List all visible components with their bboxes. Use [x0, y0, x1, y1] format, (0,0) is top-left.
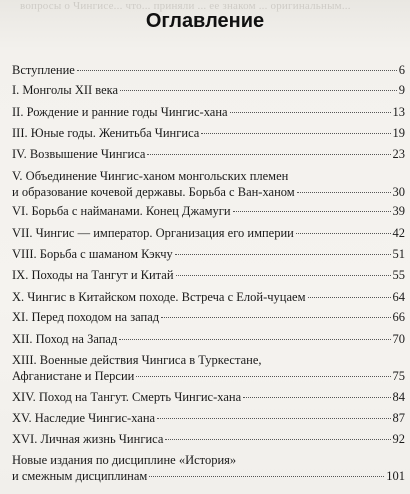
toc-entry[interactable]: [12, 452, 405, 484]
dot-leader: [147, 154, 390, 155]
toc-entry-label: VIII. Борьба с шаманом Кэкчу: [12, 247, 173, 261]
dot-leader: [161, 317, 390, 318]
toc-entry-label: XIV. Поход на Тангут. Смерть Чингис-хана: [12, 390, 242, 404]
dot-leader: [120, 90, 397, 91]
toc-entry-label: и образование кочевой державы. Борьба с Ван-ханом: [12, 185, 295, 199]
dot-leader: [297, 192, 391, 193]
toc-page-number: 87: [392, 411, 405, 425]
toc-entry[interactable]: [12, 246, 405, 262]
toc-entry[interactable]: [12, 289, 405, 305]
dot-leader: [230, 112, 391, 113]
toc-page-number: 42: [392, 226, 405, 240]
toc-entry[interactable]: [12, 225, 405, 241]
toc-entry-label: XII. Поход на Запад: [12, 332, 118, 346]
toc-entry-label: XVI. Личная жизнь Чингиса: [12, 432, 164, 446]
toc-entry-label: и смежным дисциплинам: [12, 469, 148, 483]
toc-entry-label: VI. Борьба с найманами. Конец Джамуги: [12, 204, 231, 218]
toc-entry[interactable]: [12, 352, 405, 384]
toc-entry-label: Афганистане и Персии: [12, 369, 135, 383]
toc-entry[interactable]: [12, 267, 405, 283]
toc-entry-label-line1: Новые издания по дисциплине «История»: [12, 453, 237, 467]
toc-entry[interactable]: [12, 331, 405, 347]
dot-leader: [201, 133, 390, 134]
toc-page-number: 19: [392, 126, 405, 140]
toc-entry-label: IX. Походы на Тангут и Китай: [12, 268, 174, 282]
dot-leader: [243, 397, 390, 398]
bleed-through-text: вопросы о Чингисе... что... приняли ... ее знаком ... оригинальным...: [20, 0, 351, 12]
toc-entry[interactable]: [12, 203, 405, 219]
toc-entry-label-line1: XIII. Военные действия Чингиса в Туркестане,: [12, 353, 262, 367]
toc-entry-label: III. Юные годы. Женитьба Чингиса: [12, 126, 200, 140]
dot-leader: [136, 376, 390, 377]
dot-leader: [175, 254, 391, 255]
toc-entry-label: IV. Возвышение Чингиса: [12, 147, 146, 161]
dot-leader: [176, 275, 391, 276]
dot-leader: [233, 211, 391, 212]
toc-page-number: 55: [392, 268, 405, 282]
toc-entry[interactable]: [12, 62, 405, 78]
toc-entry[interactable]: [12, 410, 405, 426]
toc-page-number: 9: [398, 83, 405, 97]
toc-page-number: 13: [392, 105, 405, 119]
toc-page-number: 70: [392, 332, 405, 346]
toc-page-number: 92: [392, 432, 405, 446]
dot-leader: [165, 439, 390, 440]
toc-page-number: 75: [392, 369, 405, 383]
toc-entry-label-line1: V. Объединение Чингис-ханом монгольских племен: [12, 169, 289, 183]
toc-page-number: 30: [392, 185, 405, 199]
dot-leader: [119, 339, 390, 340]
toc-page-number: 51: [392, 247, 405, 261]
toc-entry[interactable]: [12, 389, 405, 405]
toc-entry-label: Вступление: [12, 63, 75, 77]
toc-entry-label: XI. Перед походом на запад: [12, 310, 160, 324]
toc-entry-label: II. Рождение и ранние годы Чингис-хана: [12, 105, 228, 119]
toc-entry-label: VII. Чингис — император. Организация его империи: [12, 226, 294, 240]
toc-entry[interactable]: [12, 309, 405, 325]
toc-entry[interactable]: [12, 431, 405, 447]
dot-leader: [308, 297, 391, 298]
dot-leader: [157, 418, 390, 419]
dot-leader: [77, 70, 397, 71]
toc-page-number: 66: [392, 310, 405, 324]
toc-entry-label: I. Монголы XII века: [12, 83, 119, 97]
toc-page-number: 64: [392, 290, 405, 304]
dot-leader: [296, 233, 391, 234]
page-title: Оглавление: [145, 10, 265, 32]
dot-leader: [149, 476, 384, 477]
toc-page-number: 84: [392, 390, 405, 404]
toc-page-number: 23: [392, 147, 405, 161]
toc-entry-label: XV. Наследие Чингис-хана: [12, 411, 156, 425]
toc-entry[interactable]: [12, 104, 405, 120]
toc-entry[interactable]: [12, 82, 405, 98]
toc-page-number: 101: [386, 469, 405, 483]
toc-entry[interactable]: [12, 146, 405, 162]
toc-page-number: 39: [392, 204, 405, 218]
toc-entry[interactable]: [12, 125, 405, 141]
toc-page-number: 6: [398, 63, 405, 77]
toc-entry[interactable]: [12, 168, 405, 200]
toc-entry-label: X. Чингис в Китайском походе. Встреча с Елой-чуцаем: [12, 290, 306, 304]
